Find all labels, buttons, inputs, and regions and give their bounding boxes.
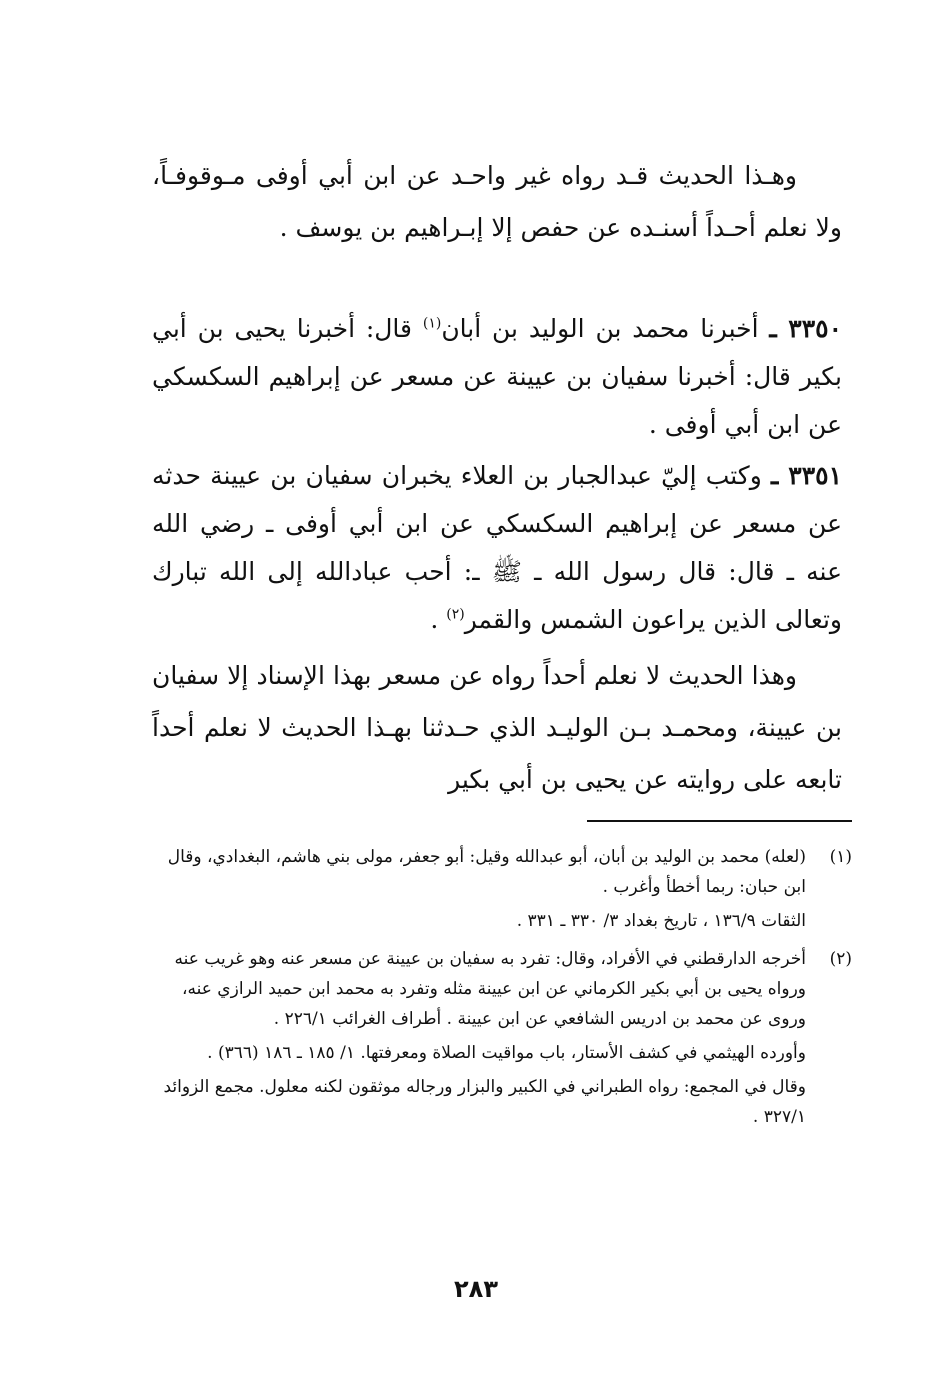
footnote-ref: (٢): [446, 606, 465, 623]
hadith-number: ٣٣٥١ ـ: [771, 461, 842, 490]
hadith-number: ٣٣٥٠ ـ: [769, 314, 842, 343]
footnote-body: [152, 944, 806, 1136]
paragraph-commentary: وهذا الحديث لا نعلم أحداً رواه عن مسعر بهذا الإسناد إلا سفيان بن عيينة، ومحمـد بـن الوليـد الذي حـدثنا بهـذا الحديث لا نعلم أحداً تابعه على روايته عن يحيى بن أبي بكير: [152, 661, 842, 794]
hadith-text-continued: .: [430, 605, 447, 634]
hadith-text: وكتب إليّ عبدالجبار بن العلاء يخبران سفيان بن عيينة حدثه عن مسعر عن إبراهيم السكسكي عن ابن أبي أوفى ـ رضي الله عنه ـ قال: قال رسول الله ـ ﷺ ـ: أحب عبادالله إلى الله تبارك وتعالى الذين يراعون الشمس والقمر: [152, 461, 842, 634]
footnote-paragraph: (لعله) محمد بن الوليد بن أبان، أبو عبدالله وقيل: أبو جعفر، مولى بني هاشم، البغدادي، وقال ابن حبان: ربما أخطأ وأغرب .: [167, 847, 806, 897]
footnote-separator: [587, 820, 852, 822]
footnote-1: [152, 842, 852, 940]
footnote-body: [152, 842, 806, 940]
hadith-entry-3351: [152, 452, 842, 644]
footnote-paragraph: وأورده الهيثمي في كشف الأستار، باب مواقيت الصلاة ومعرفتها. ١/ ١٨٥ ـ ١٨٦ (٣٦٦) .: [207, 1043, 806, 1063]
page-number: ٢٨٣: [454, 1275, 498, 1303]
footnote-paragraph: وقال في المجمع: رواه الطبراني في الكبير والبزار ورجاله موثقون لكنه معلول. مجمع الزوائد ٣٢٧/١ .: [163, 1077, 806, 1127]
footnote-ref: (١): [422, 315, 442, 332]
footnote-number: (١): [829, 847, 852, 867]
hadith-text: أخبرنا محمد بن الوليد بن أبان: [441, 314, 759, 343]
paragraph-intro: وهـذا الحديث قـد رواه غير واحـد عن ابن أبي أوفى مـوقوفـاً، ولا نعلم أحـداً أسنـده عن حفص إلا إبـراهيم بن يوسف .: [152, 161, 842, 242]
hadith-entry-3350: [152, 305, 842, 449]
footnotes: [152, 842, 852, 1140]
footnote-number: (٢): [829, 949, 852, 969]
footnote-paragraph: الثقات ١٣٦/٩ ، تاريخ بغداد ٣/ ٣٣٠ ـ ٣٣١ .: [516, 911, 806, 931]
footnote-paragraph: أخرجه الدارقطني في الأفراد، وقال: تفرد به سفيان بن عيينة عن مسعر عنه وهو غريب عنه ورواه يحيى بن أبي بكير الكرماني عن ابن عيينة مثله وتفرد به محمد ابن حميد الرازي عنه، وروى عن محمد بن ادريس الشافعي عن ابن عيينة . أطراف الغرائب ٢٢٦/١ .: [174, 949, 806, 1029]
hadith-text-continued: قال: أخبرنا يحيى بن أبي بكير قال: أخبرنا سفيان بن عيينة عن مسعر عن إبراهيم السكسكي عن ابن أبي أوفى .: [152, 314, 842, 439]
footnote-2: [152, 944, 852, 1136]
